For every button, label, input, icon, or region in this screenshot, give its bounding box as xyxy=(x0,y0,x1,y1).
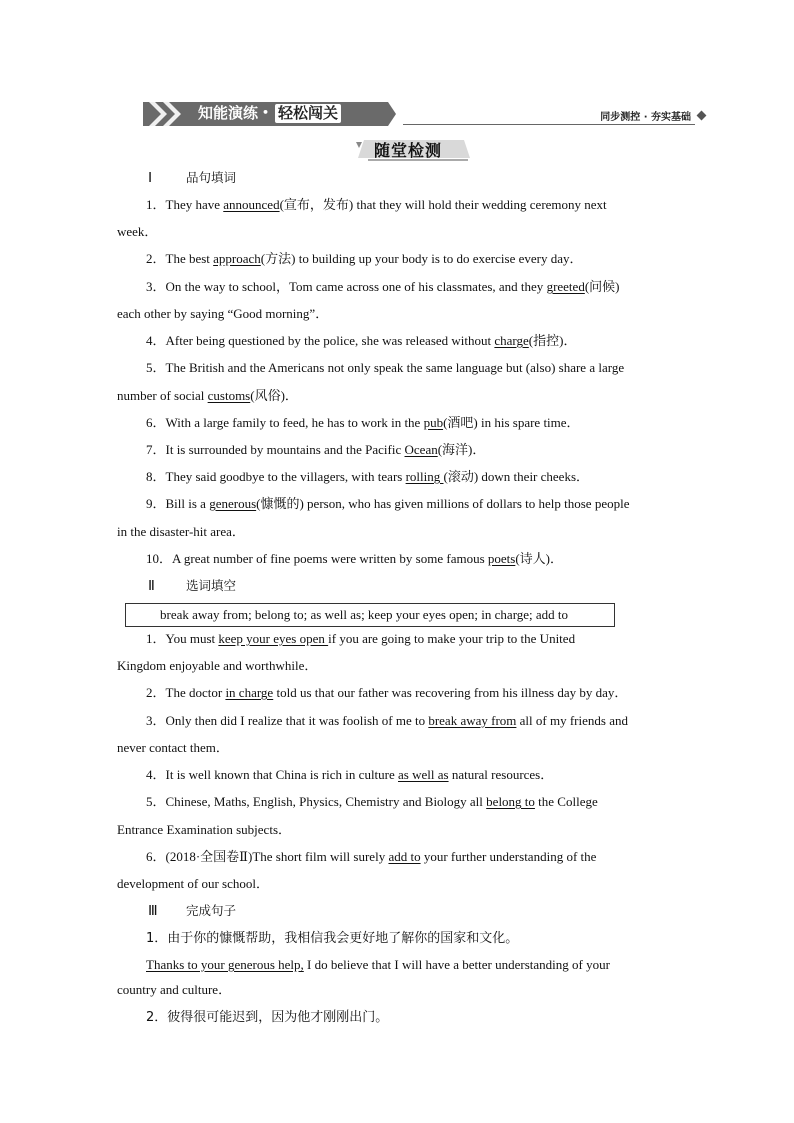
s2-q1 xyxy=(146,631,575,647)
s1-q9-answer: generous xyxy=(209,496,257,511)
s3-q2-chinese: 2．彼得很可能迟到，因为他才刚刚出门。 xyxy=(146,1010,389,1025)
s1-q6-text-b: (酒吧) in his spare time． xyxy=(443,415,580,430)
banner-title-part-b: 轻松闯关 xyxy=(275,104,341,123)
s1-q8-text-b: (滚动) down their cheeks． xyxy=(443,469,590,484)
s2-q3-answer: break away from xyxy=(428,713,517,728)
s1-q7-text-b: (海洋)． xyxy=(437,442,486,457)
section-banner xyxy=(143,100,705,128)
s2-q6 xyxy=(146,849,596,865)
sub-heading xyxy=(352,136,472,162)
s2-q2-text: 2．The doctor xyxy=(146,685,226,700)
s2-q4-text-b: natural resources． xyxy=(448,767,554,782)
s2-q1-answer: keep your eyes open xyxy=(218,631,329,646)
s3-q1-chinese: 1．由于你的慷慨帮助，我相信我会更好地了解你的国家和文化。 xyxy=(146,931,519,946)
banner-dot: • xyxy=(262,106,270,119)
s1-q8-text: 8．They said goodbye to the villagers, with tears xyxy=(146,469,406,484)
s1-q2-text-b: (方法) to building up your body is to do exercise every day． xyxy=(260,251,583,266)
section-3-heading xyxy=(148,903,236,920)
s2-q4-text: 4．It is well known that China is rich in culture xyxy=(146,767,399,782)
s2-q5-continued: Entrance Examination subjects． xyxy=(117,822,292,837)
s2-q6-text-b: your further understanding of the xyxy=(420,849,597,864)
s3-q1-answer: Thanks to your generous help, xyxy=(146,957,304,972)
s1-q3-text-b: (问候) xyxy=(584,279,620,294)
s1-q7-text: 7．It is surrounded by mountains and the Pacific xyxy=(146,442,405,457)
s1-q9-text: 9．Bill is a xyxy=(146,496,210,511)
s1-q2-answer: approach xyxy=(213,251,261,266)
banner-rule xyxy=(403,124,695,125)
s1-q2-text: 2．The best xyxy=(146,251,214,266)
sub-heading-text: 随堂检测 xyxy=(374,141,443,160)
s1-q8-answer: rolling xyxy=(405,469,444,484)
s2-q6-continued: development of our school． xyxy=(117,876,269,891)
s1-q9-text-b: (慷慨的) person, who has given millions of dollars to help those people xyxy=(256,496,630,511)
s1-q4 xyxy=(146,333,576,349)
diamond-icon xyxy=(697,111,707,121)
s1-q3-text: 3．On the way to school，Tom came across one of his classmates, and they xyxy=(146,279,547,294)
s3-q1-continued: country and culture． xyxy=(117,982,232,997)
s1-q5-continued xyxy=(117,388,298,404)
s1-q10 xyxy=(146,551,563,567)
s1-q3 xyxy=(146,279,620,295)
s2-q3 xyxy=(146,713,628,729)
s1-q5: 5．The British and the Americans not only speak the same language but (also) share a large xyxy=(146,360,625,375)
banner-title-part-a: 知能演练 xyxy=(198,104,259,122)
s1-q10-text-b: (诗人)． xyxy=(515,551,564,566)
s1-q3-continued: each other by saying “Good morning”． xyxy=(117,306,329,321)
s1-q10-answer: poets xyxy=(487,551,516,566)
s1-q4-text-b: (指控)． xyxy=(528,333,577,348)
s1-q4-answer: charge xyxy=(494,333,529,348)
s1-q5-answer: customs xyxy=(207,388,251,403)
section-2-title: 选词填空 xyxy=(186,578,237,593)
section-3-numeral: Ⅲ xyxy=(148,904,158,919)
s2-q5-text: 5．Chinese, Maths, English, Physics, Chemistry and Biology all xyxy=(146,794,487,809)
s2-q3-continued: never contact them． xyxy=(117,740,229,755)
section-2-numeral: Ⅱ xyxy=(148,579,155,594)
banner-subtitle: 同步测控 · 夯实基础 xyxy=(600,112,691,123)
s2-q5-answer: belong to xyxy=(486,794,535,809)
s1-q1-text: 1．They have xyxy=(146,197,224,212)
s1-q1-text-b: (宣布，发布) that they will hold their wedding ceremony next xyxy=(279,197,607,212)
section-1-heading xyxy=(148,170,236,187)
word-bank-box xyxy=(125,603,615,627)
s2-q2 xyxy=(146,685,627,701)
s2-q5 xyxy=(146,794,598,810)
s2-q1-text: 1．You must xyxy=(146,631,219,646)
s2-q1-text-b: if you are going to make your trip to the United xyxy=(328,631,576,646)
s2-q6-answer: add to xyxy=(388,849,421,864)
s2-q6-text: 6．(2018·全国卷Ⅱ)The short film will surely xyxy=(146,849,389,864)
section-3-title: 完成句子 xyxy=(186,903,237,918)
s1-q7 xyxy=(146,442,485,458)
s1-q4-text: 4．After being questioned by the police, she was released without xyxy=(146,333,495,348)
s1-q10-text: 10．A great number of fine poems were written by some famous xyxy=(146,551,488,566)
s2-q3-text-b: all of my friends and xyxy=(516,713,628,728)
s1-q1-answer: announced xyxy=(223,197,280,212)
s3-q1-text-b: I do believe that I will have a better understanding of your xyxy=(303,957,610,972)
s2-q4 xyxy=(146,767,553,783)
section-1-title: 品句填词 xyxy=(186,170,237,185)
s1-q9 xyxy=(146,496,629,512)
s1-q1 xyxy=(146,197,607,213)
s2-q3-text: 3．Only then did I realize that it was foolish of me to xyxy=(146,713,429,728)
s2-q1-continued: Kingdom enjoyable and worthwhile． xyxy=(117,658,318,673)
s2-q5-text-b: the College xyxy=(534,794,598,809)
s1-q5-text: number of social xyxy=(117,388,208,403)
s1-q2 xyxy=(146,251,582,267)
s1-q8 xyxy=(146,469,589,485)
s3-q1-english xyxy=(146,957,610,973)
s1-q1-continued: week． xyxy=(117,224,158,239)
section-2-heading xyxy=(148,578,236,595)
banner-title xyxy=(198,102,341,124)
word-bank-text: break away from; belong to; as well as; keep your eyes open; in charge; add to xyxy=(160,607,569,622)
s1-q6-text: 6．With a large family to feed, he has to work in the xyxy=(146,415,424,430)
section-1-numeral: Ⅰ xyxy=(148,171,153,186)
s2-q2-text-b: told us that our father was recovering from his illness day by day． xyxy=(273,685,628,700)
s1-q6-answer: pub xyxy=(423,415,444,430)
s1-q5-text-b: (风俗)． xyxy=(250,388,298,403)
s2-q2-answer: in charge xyxy=(225,685,274,700)
s1-q6 xyxy=(146,415,580,431)
s1-q9-continued: in the disaster-hit area． xyxy=(117,524,245,539)
s1-q7-answer: Ocean xyxy=(404,442,438,457)
s1-q3-answer: greeted xyxy=(546,279,585,294)
s2-q4-answer: as well as xyxy=(398,767,449,782)
